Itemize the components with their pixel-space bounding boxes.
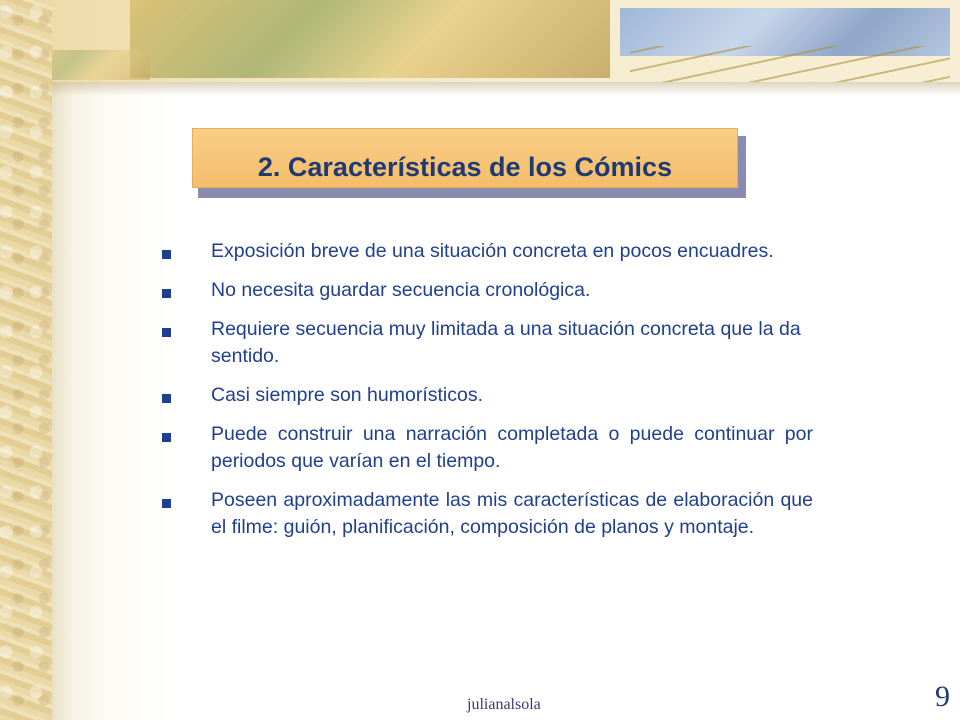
wheat-image <box>630 46 950 86</box>
bullet-item <box>160 382 813 409</box>
footer-author: julianalsola <box>467 696 541 713</box>
bullet-text: Puede construir una narración completada o puede continuar por periodos que varían en el tiempo. <box>211 423 813 472</box>
bullet-item <box>160 277 813 304</box>
square-bullet-icon <box>162 328 171 337</box>
bullet-text: Casi siempre son humorísticos. <box>211 384 484 406</box>
bullet-text: No necesita guardar secuencia cronológica. <box>211 279 591 301</box>
bullet-text: Requiere secuencia muy limitada a una situación concreta que la da sentido. <box>211 318 801 367</box>
slide-title: 2. Características de los Cómics <box>257 151 673 182</box>
square-bullet-icon <box>162 433 171 442</box>
bullet-item <box>160 487 813 541</box>
banner-shadow <box>52 82 960 96</box>
parchment-strip <box>0 0 52 720</box>
leaves-image <box>130 0 610 78</box>
bullet-text: Exposición breve de una situación concreta en pocos encuadres. <box>211 240 774 262</box>
decorative-banner <box>0 0 960 82</box>
page-number: 9 <box>935 680 950 713</box>
bullet-list <box>160 238 813 553</box>
square-bullet-icon <box>162 499 171 508</box>
square-bullet-icon <box>162 289 171 298</box>
square-bullet-icon <box>162 394 171 403</box>
bullet-item <box>160 238 813 265</box>
bullet-item <box>160 421 813 475</box>
title-box <box>192 128 738 188</box>
bullet-item <box>160 316 813 370</box>
bullet-text: Poseen aproximadamente las mis características de elaboración que el filme: guión, planificación, composición de planos y montaje. <box>211 489 813 538</box>
square-bullet-icon <box>162 250 171 259</box>
